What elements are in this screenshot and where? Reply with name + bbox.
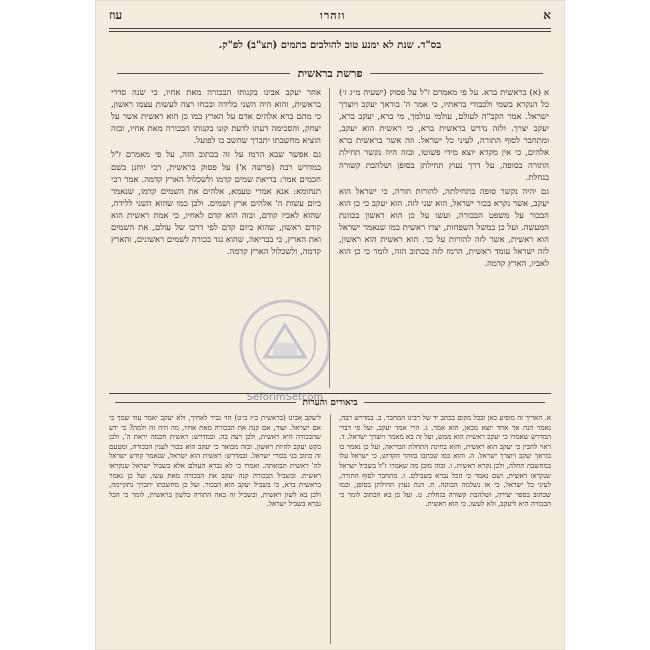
paragraph: אחר יעקב אבינו בקנותו הבכורה מאת אחיו, כי שנה סדרי בראשית, והוא היה השני בלידה ובכחו רצה לעשות עצמו ראשון, כי מהם ברא אלהים אדם על הארץ כמו כן הוא ראשית אשר על יצחק, והסכימה דעתו לדעת קונו בקנותו הבכורה מאת אחיו, ובזה הוציא מחשבתו יתברך שחשב בו לפועל.	[111, 87, 321, 146]
book-page	[95, 0, 565, 650]
notes-column-left	[109, 414, 321, 646]
seforim-logo-watermark	[235, 295, 335, 395]
notes-column-divider	[330, 414, 331, 644]
dedication-line: בס"ד. שנת לא ימנע טוב להולכים בתמים (תצ"ב) לפ"ק.	[218, 40, 442, 51]
running-header	[109, 4, 551, 26]
header-rule	[109, 28, 551, 29]
page-letter: א	[543, 7, 551, 22]
notes-rule	[109, 393, 551, 394]
notes-heading	[109, 395, 551, 409]
notes-title: ביאורים והערות	[302, 397, 358, 408]
book-name: עוז	[109, 7, 123, 22]
note-text: א. האריך זה מופיע כאן ובכל מקום בכתב יד של רבינו המחבר. ב. במדרש רבה, נאמר הנה אך אחד יוצא מכאן, הוא אמר. ג. הרי אמר יעקב, ועל פי דברי המדרש שאמרו כי יעקב ראשית הוא ממש, ועל זה בא מאמר ויוצרך ישראל. ד. ראוי להבין כי יעקב הוא ראשית, והוא בחינת התחלת הבריאה, ועל כן נאמר בו בוראך יעקב ויוצרך ישראל. ה. והוא כמו שכתבו בזוהר הקדוש, כי ישראל עלו במחשבה תחלה, ולכן נקרא ראשית. ו. ובזה מובן מה שאמרו ז"ל בשביל ישראל שנקראו ראשית, ושם נאמר כי הכל נברא בשבילם. ז. מתחבר לסוף התורה, לעיני כל ישראל, כי אז נשלמה הכוונה. ח. הנה נעוץ תחילתן בסופן, וכמו שכתוב בספר יצירה, ושלהבת קשורה בגחלת. ט. ועל כן בא הכתוב לומר כי הבכורה היא ליעקב, ולא לעשו, כי הוא ראשית.	[339, 414, 551, 509]
header-rule-2	[109, 31, 551, 32]
watermark-text: SeforimSetcom	[246, 392, 324, 403]
notes-column-right	[339, 414, 551, 646]
book-title: וזהרו	[320, 8, 346, 22]
parasha-heading	[109, 65, 551, 81]
divider	[117, 73, 290, 74]
divider	[370, 73, 543, 74]
paragraph: א (א) בראשית ברא. על פי מאמרם ז"ל על פסוק (ישעיה מ״ג ז׳) כל הנקרא בשמי ולכבודי בראתיו, כי אמר ה' בוראך יעקב ויוצרך ישראל. אמר הקב"ה לעולם, עולמי עולמך, מי ברא, יעקב ברא, יעקב יצרך. ולזה נדרש בראשית ברא, כי ראשית הוא יעקב, ומתחבר לסוף התורה, לעיני כל ישראל. וזה אשר בראשית ברא אלהים, כי אין מקרא יוצא מידי פשוטו, ובזה היה נקשר תחילת התורה בסופה, על דרך נעוץ תחילתן בסופן ושלהבת קשורה בגחלת.	[339, 87, 549, 182]
main-column-right	[339, 86, 549, 391]
paragraph: גם יהיה נקשר סופה בתחילתה, להורות תורה, כי ישראל הוא יעקב, אשר נקרא בכור ישראל, הוא שני לזה. הוא יעקב כי כן הוא הבכור על משפט הבכורה, ועשו על כן הוא ראשון בכוונת המעשה. ועל כן כמשל השפחות, יצרו ראשית כמו שנאמר ישראל הוא ראשית, אשר לזה להורות על כך. הוא ראשית הוא ראשון, לזה ישראל עומד ראשית, הרמז לזה בכתוב הזה, לומר כי כן הוא לאביו, הארץ קדמה.	[339, 185, 549, 269]
paragraph: גם אפשר שבא הרמז על זה בכתוב הזה, על פי מאמרם ז"ל במדרש רבה (פרשה א') על פסוק בראשית, רבי יוחנן בשם חכמים אמר: בריאת שמים קדמו ולשכלול הארץ קדמה. אמר רבי תנחומא: אנא אמרי טעמא, אלהים את השמים קדמו, שנאמר ביום עשות ה' אלהים ארץ ושמים. ולכן כמו שהוא השני ללידה, שהוא לאביו קודם, ובזה הוא קדם לאחיו, כי אמת ראשית הוא קודם ראשון, שהוא ביום קדם לפי דרכו של עולם, את השמים ואת הארץ, כי בבריאה, שהוא נגד בכורה לשמים ראשונים, והארץ קדמה, ולשכלול הארץ קדמה.	[111, 149, 321, 257]
divider	[364, 402, 545, 403]
parasha-title: פרשת בראשית	[297, 66, 363, 80]
note-text: ליעקב אבינו (בראשית כ״ז כ״ט) הוי גביר לאחיך, ולא יעקב יאמר עוד שמך כי אם ישראל. ועוד, אם קנה את הבכורה מאת אחיו, מה היה זה ולמה? כי ידע שהבכורה היא ראשית, ולכן רצה בה. ובמדרש: ראשית חכמה יראת ה', ולכן בקש יעקב להיות ראשון. ובזה מבואר כי יעקב הוא בכור לענין הבכורה, ומטעם זה כתוב בני בכורי ישראל. ובמדרש: ראשית הוא ישראל, שנאמר קודש ישראל לה' ראשית תבואתה. ואמרו כי לא נברא העולם אלא בשביל ישראל שנקראו ראשית. ובשביל הבכורה קנה יעקב את הבכורה מאת עשו, ועל כן נאמר בראשית ברא, כי בשביל יעקב הוא הבכור. ועל כן מחשבתו יתברך נתקיימה, ולכן בא לשון ראשית, ובשביל זה באה התורה בלשון בראשית, לומר כי הכל נברא בשביל ישראל.	[109, 414, 321, 509]
divider	[115, 402, 296, 403]
